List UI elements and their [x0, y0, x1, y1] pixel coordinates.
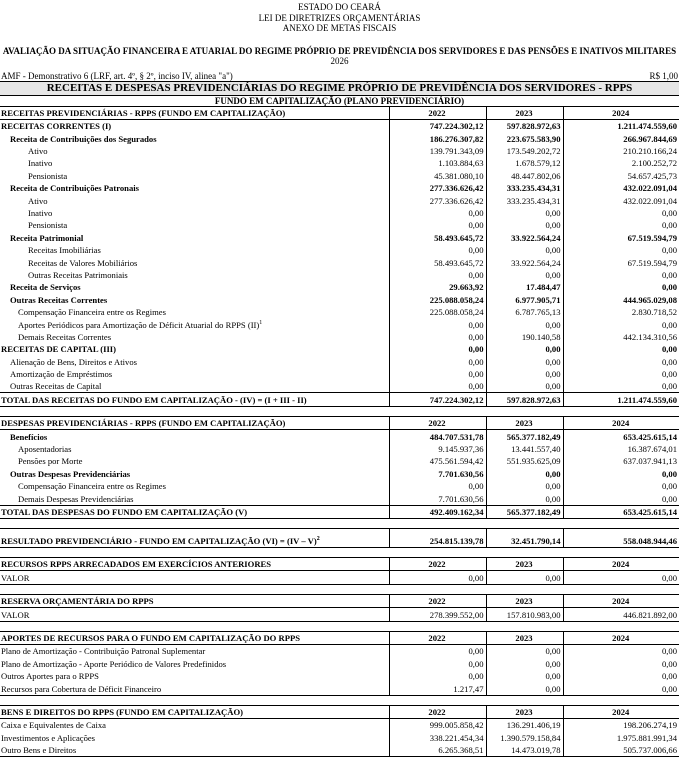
value-cell: 1.211.474.559,60 [563, 119, 679, 132]
row-label-text: Receitas Imobiliárias [28, 245, 101, 256]
row-label-text: Pensionista [28, 170, 68, 181]
value-cell: 0,00 [486, 269, 563, 281]
row-label-text: Receita de Serviços [10, 282, 81, 293]
value-cell: 0,00 [486, 571, 563, 584]
value-cell: 0,00 [486, 670, 563, 682]
table-row [0, 657, 679, 669]
spacer-row [0, 406, 679, 416]
value-cell: 0,00 [389, 318, 486, 330]
value-cell: 0,00 [563, 380, 679, 393]
table-row [0, 416, 679, 429]
value-cell: 0,00 [389, 219, 486, 231]
value-cell: 2024 [563, 594, 679, 607]
value-cell: 0,00 [563, 670, 679, 682]
value-cell: 2022 [389, 631, 486, 644]
value-cell: 0,00 [563, 480, 679, 492]
row-label [0, 157, 389, 169]
table-row [0, 744, 679, 757]
value-cell: 0,00 [389, 207, 486, 219]
value-cell: 558.048.944,46 [563, 529, 679, 548]
value-cell: 2024 [563, 705, 679, 718]
row-label [0, 731, 389, 743]
table-row [0, 132, 679, 144]
value-cell: 1.217,47 [389, 682, 486, 695]
table-row [0, 343, 679, 355]
row-label [0, 231, 389, 243]
value-cell: 186.276.307,82 [389, 132, 486, 144]
row-label-text: RESERVA ORÇAMENTÁRIA DO RPPS [1, 596, 154, 607]
row-label-text: BENS E DIREITOS DO RPPS (FUNDO EM CAPITALIZAÇÃO) [1, 706, 244, 717]
value-cell: 0,00 [563, 244, 679, 256]
value-cell: 0,00 [563, 219, 679, 231]
table-row [0, 631, 679, 644]
row-label [0, 207, 389, 219]
row-label [0, 594, 389, 607]
value-cell: 0,00 [486, 380, 563, 393]
value-cell: 6.787.765,13 [486, 306, 563, 318]
row-label [0, 744, 389, 757]
row-label-text: Receita de Contribuições dos Segurados [10, 133, 157, 144]
value-cell: 0,00 [389, 480, 486, 492]
table-row [0, 119, 679, 132]
value-cell: 13.441.557,40 [486, 443, 563, 455]
value-cell: 190.140,58 [486, 331, 563, 343]
value-cell: 2024 [563, 631, 679, 644]
row-label [0, 571, 389, 584]
spacer-row [0, 519, 679, 529]
value-cell: 0,00 [563, 343, 679, 355]
value-cell: 0,00 [563, 467, 679, 479]
value-cell: 33.922.564,24 [486, 256, 563, 268]
value-cell: 45.381.080,10 [389, 169, 486, 181]
row-label [0, 443, 389, 455]
value-cell: 1.211.474.559,60 [563, 393, 679, 406]
value-cell: 597.828.972,63 [486, 393, 563, 406]
value-cell: 2024 [563, 558, 679, 571]
value-cell: 0,00 [563, 368, 679, 380]
row-label-text: Recursos para Cobertura de Déficit Financeiro [1, 683, 162, 694]
value-cell: 505.737.006,66 [563, 744, 679, 757]
table-row [0, 608, 679, 621]
value-cell: 2022 [389, 416, 486, 429]
value-cell: 0,00 [389, 343, 486, 355]
value-cell: 29.663,92 [389, 281, 486, 293]
row-label [0, 256, 389, 268]
table-row [0, 368, 679, 380]
table-row [0, 731, 679, 743]
row-label-text: DESPESAS PREVIDENCIÁRIAS - RPPS (FUNDO EM CAPITALIZAÇÃO) [1, 418, 286, 429]
row-label [0, 331, 389, 343]
row-label-text: RECURSOS RPPS ARRECADADOS EM EXERCÍCIOS ANTERIORES [1, 559, 272, 570]
row-label [0, 705, 389, 718]
row-label [0, 657, 389, 669]
row-label-text: Inativo [28, 208, 53, 219]
footnote-marker: 2 [316, 536, 320, 543]
value-cell: 637.037.941,13 [563, 455, 679, 467]
row-label [0, 558, 389, 571]
value-cell: 2.100.252,72 [563, 157, 679, 169]
value-cell: 0,00 [389, 670, 486, 682]
row-label-text: Ativo [28, 195, 48, 206]
value-cell: 277.336.626,42 [389, 182, 486, 194]
value-cell: 0,00 [389, 244, 486, 256]
row-label [0, 219, 389, 231]
row-label [0, 194, 389, 206]
value-cell: 1.103.884,63 [389, 157, 486, 169]
value-cell: 7.701.630,56 [389, 492, 486, 505]
row-label [0, 682, 389, 695]
row-label [0, 293, 389, 305]
table-row [0, 106, 679, 119]
value-cell: 6.265.368,51 [389, 744, 486, 757]
table-row [0, 281, 679, 293]
value-cell: 67.519.594,79 [563, 231, 679, 243]
table-row [0, 670, 679, 682]
value-cell: 139.791.343,09 [389, 145, 486, 157]
spacer-row [0, 548, 679, 558]
value-cell: 0,00 [563, 318, 679, 330]
row-label-text: Caixa e Equivalentes de Caixa [1, 720, 106, 731]
value-cell: 223.675.583,90 [486, 132, 563, 144]
value-cell: 1.975.881.991,34 [563, 731, 679, 743]
value-cell: 0,00 [563, 281, 679, 293]
value-cell: 266.967.844,69 [563, 132, 679, 144]
value-cell: 0,00 [486, 318, 563, 330]
row-label-text: RECEITAS CORRENTES (I) [1, 121, 112, 132]
table-row [0, 455, 679, 467]
row-label-text: Outras Receitas Patrimoniais [28, 269, 128, 280]
row-label [0, 244, 389, 256]
table-row [0, 219, 679, 231]
row-label [0, 368, 389, 380]
row-label-text: Alienação de Bens, Direitos e Ativos [10, 356, 137, 367]
table-row [0, 306, 679, 318]
value-cell: 0,00 [486, 657, 563, 669]
table-row [0, 430, 679, 443]
value-cell: 747.224.302,12 [389, 119, 486, 132]
value-cell: 0,00 [563, 571, 679, 584]
row-label-text: Outro Bens e Direitos [1, 745, 77, 756]
value-cell: 0,00 [486, 343, 563, 355]
table-row [0, 194, 679, 206]
table-row [0, 594, 679, 607]
table-row [0, 492, 679, 505]
row-label-text: Outras Receitas de Capital [10, 381, 102, 392]
table-row [0, 244, 679, 256]
table-row [0, 145, 679, 157]
value-cell: 0,00 [389, 269, 486, 281]
table-row [0, 182, 679, 194]
value-cell: 565.377.182,49 [486, 430, 563, 443]
table-row [0, 256, 679, 268]
table-row [0, 505, 679, 518]
table-row [0, 467, 679, 479]
value-cell: 0,00 [563, 207, 679, 219]
row-label-text: VALOR [1, 572, 30, 583]
value-cell: 1.390.579.158,84 [486, 731, 563, 743]
report-year: 2026 [330, 55, 349, 66]
value-cell: 210.210.166,24 [563, 145, 679, 157]
table-row [0, 157, 679, 169]
value-cell: 225.088.058,24 [389, 293, 486, 305]
value-cell: 442.134.310,56 [563, 331, 679, 343]
value-cell: 0,00 [389, 368, 486, 380]
state-name: ESTADO DO CEARÁ [298, 2, 381, 12]
value-cell: 432.022.091,04 [563, 194, 679, 206]
value-cell: 17.484,47 [486, 281, 563, 293]
value-cell: 446.821.892,00 [563, 608, 679, 621]
value-cell: 484.707.531,78 [389, 430, 486, 443]
row-label [0, 132, 389, 144]
value-cell: 6.977.905,71 [486, 293, 563, 305]
row-label-text: Demais Receitas Correntes [18, 331, 112, 342]
section-band: RECEITAS E DESPESAS PREVIDENCIÁRIAS DO REGIME PRÓPRIO DE PREVIDÊNCIA DOS SERVIDORES - RPPS [0, 81, 679, 96]
value-cell: 278.399.552,00 [389, 608, 486, 621]
table-row [0, 318, 679, 330]
row-label-text: Receita de Contribuições Patronais [10, 183, 139, 194]
row-label-text: Demais Despesas Previdenciárias [18, 493, 134, 504]
value-cell: 0,00 [486, 492, 563, 505]
value-cell: 9.145.937,36 [389, 443, 486, 455]
table-row [0, 269, 679, 281]
row-label [0, 631, 389, 644]
row-label-text: Ativo [28, 146, 48, 157]
value-cell: 0,00 [389, 355, 486, 367]
row-label [0, 467, 389, 479]
value-cell: 2023 [486, 594, 563, 607]
table-row [0, 480, 679, 492]
row-label-text: Aposentadorias [18, 444, 72, 455]
value-cell: 2023 [486, 416, 563, 429]
value-cell: 333.235.434,31 [486, 194, 563, 206]
value-cell: 33.922.564,24 [486, 231, 563, 243]
spacer-row [0, 584, 679, 594]
value-cell: 0,00 [389, 380, 486, 393]
table-row [0, 169, 679, 181]
row-label [0, 492, 389, 505]
table-row [0, 380, 679, 393]
value-cell: 551.935.625,09 [486, 455, 563, 467]
value-cell: 0,00 [486, 644, 563, 657]
value-cell: 32.451.790,14 [486, 529, 563, 548]
value-cell: 0,00 [563, 269, 679, 281]
value-cell: 999.005.858,42 [389, 718, 486, 731]
row-label-text: RESULTADO PREVIDENCIÁRIO - FUNDO EM CAPITALIZAÇÃO (VI) = (IV – V) [1, 536, 317, 546]
value-cell: 492.409.162,34 [389, 505, 486, 518]
value-cell: 565.377.182,49 [486, 505, 563, 518]
table-row [0, 558, 679, 571]
value-cell: 475.561.594,42 [389, 455, 486, 467]
value-cell: 1.678.579,12 [486, 157, 563, 169]
value-cell: 7.701.630,56 [389, 467, 486, 479]
row-label-text: Inativo [28, 158, 53, 169]
value-cell: 2023 [486, 558, 563, 571]
row-label [0, 480, 389, 492]
demonstrativo-line [0, 71, 679, 81]
row-label [0, 306, 389, 318]
row-label [0, 355, 389, 367]
table-row [0, 443, 679, 455]
value-cell: 0,00 [486, 682, 563, 695]
row-label [0, 670, 389, 682]
row-label [0, 106, 389, 119]
table-row [0, 644, 679, 657]
value-cell: 2023 [486, 106, 563, 119]
row-label [0, 380, 389, 393]
table-row [0, 571, 679, 584]
row-label [0, 644, 389, 657]
value-cell: 0,00 [486, 480, 563, 492]
table-row [0, 355, 679, 367]
row-label [0, 455, 389, 467]
table-row [0, 231, 679, 243]
value-cell: 0,00 [389, 657, 486, 669]
value-cell: 54.657.425,73 [563, 169, 679, 181]
table-row [0, 529, 679, 548]
value-cell: 0,00 [389, 331, 486, 343]
value-cell: 0,00 [486, 467, 563, 479]
value-cell: 0,00 [486, 207, 563, 219]
value-cell: 225.088.058,24 [389, 306, 486, 318]
value-cell: 0,00 [389, 571, 486, 584]
value-cell: 2.830.718,52 [563, 306, 679, 318]
table-row [0, 331, 679, 343]
value-cell: 67.519.594,79 [563, 256, 679, 268]
value-cell: 254.815.139,78 [389, 529, 486, 548]
value-cell: 2023 [486, 705, 563, 718]
row-label-text: Aportes Periódicos para Amortização de Déficit Atuarial do RPPS (II) [18, 319, 260, 330]
value-cell: 432.022.091,04 [563, 182, 679, 194]
row-label [0, 505, 389, 518]
value-cell: 2022 [389, 558, 486, 571]
row-label-text: Plano de Amortização - Aporte Periódico de Valores Predefinidos [1, 658, 227, 669]
row-label-text: VALOR [1, 609, 30, 620]
row-label [0, 529, 389, 548]
value-cell: 173.549.202,72 [486, 145, 563, 157]
value-cell: 58.493.645,72 [389, 256, 486, 268]
value-cell: 0,00 [563, 657, 679, 669]
demonstrativo-label: AMF - Demonstrativo 6 (LRF, art. 4º, § 2º, inciso IV, alinea "a") [1, 70, 233, 81]
row-label-text: Benefícios [10, 431, 48, 442]
row-label-text: Amortização de Empréstimos [10, 369, 113, 380]
value-cell: 198.206.274,19 [563, 718, 679, 731]
value-cell: 747.224.302,12 [389, 393, 486, 406]
value-cell: 0,00 [486, 244, 563, 256]
row-label [0, 608, 389, 621]
row-label [0, 281, 389, 293]
value-cell: 2024 [563, 416, 679, 429]
row-label-text: Receita Patrimonial [10, 232, 84, 243]
value-cell: 0,00 [486, 368, 563, 380]
annex-name: ANEXO DE METAS FISCAIS [282, 23, 397, 33]
row-label [0, 718, 389, 731]
report-title: AVALIAÇÃO DA SITUAÇÃO FINANCEIRA E ATUARIAL DO REGIME PRÓPRIO DE PREVIDÊNCIA DOS SERVIDORES E DAS PENSÕES E INATIVOS MILITARES [2, 45, 677, 56]
value-cell: 16.387.674,01 [563, 443, 679, 455]
table-row [0, 293, 679, 305]
value-cell: 58.493.645,72 [389, 231, 486, 243]
row-label-text: RECEITAS DE CAPITAL (III) [1, 344, 117, 355]
value-cell: 136.291.406,19 [486, 718, 563, 731]
row-label [0, 169, 389, 181]
table-row [0, 718, 679, 731]
row-label-text: APORTES DE RECURSOS PARA O FUNDO EM CAPITALIZAÇÃO DO RPPS [1, 632, 300, 643]
row-label [0, 182, 389, 194]
row-label [0, 269, 389, 281]
spacer-row [0, 621, 679, 631]
row-label [0, 145, 389, 157]
value-cell: 338.221.454,34 [389, 731, 486, 743]
spacer-row [0, 695, 679, 705]
row-label-text: TOTAL DAS DESPESAS DO FUNDO EM CAPITALIZAÇÃO (V) [1, 507, 248, 517]
value-cell: 333.235.434,31 [486, 182, 563, 194]
value-cell: 0,00 [563, 644, 679, 657]
value-cell: 2022 [389, 594, 486, 607]
value-cell: 444.965.029,08 [563, 293, 679, 305]
value-cell: 14.473.019,78 [486, 744, 563, 757]
value-cell: 0,00 [563, 355, 679, 367]
table-row [0, 682, 679, 695]
row-label-text: Compensação Financeira entre os Regimes [18, 481, 166, 492]
value-cell: 597.828.972,63 [486, 119, 563, 132]
row-label [0, 119, 389, 132]
row-label [0, 343, 389, 355]
section-subband: FUNDO EM CAPITALIZAÇÃO (PLANO PREVIDENCIÁRIO) [214, 95, 465, 106]
value-cell: 0,00 [486, 355, 563, 367]
table-row [0, 705, 679, 718]
row-label [0, 430, 389, 443]
row-label-text: Investimentos e Aplicações [1, 732, 96, 743]
value-cell: 653.425.615,14 [563, 430, 679, 443]
row-label [0, 416, 389, 429]
row-label-text: Outros Aportes para o RPPS [1, 671, 99, 682]
row-label [0, 393, 389, 406]
table-row [0, 393, 679, 406]
value-cell: 0,00 [563, 492, 679, 505]
value-cell: 653.425.615,14 [563, 505, 679, 518]
row-label-text: Compensação Financeira entre os Regimes [18, 307, 166, 318]
row-label-text: RECEITAS PREVIDENCIÁRIAS - RPPS (FUNDO EM CAPITALIZAÇÃO) [1, 107, 286, 118]
row-label-text: Plano de Amortização - Contribuição Patronal Suplementar [1, 646, 206, 657]
value-cell: 0,00 [389, 644, 486, 657]
value-cell: 48.447.802,06 [486, 169, 563, 181]
value-cell: 0,00 [486, 219, 563, 231]
value-cell: 2024 [563, 106, 679, 119]
value-cell: 0,00 [563, 682, 679, 695]
row-label-text: TOTAL DAS RECEITAS DO FUNDO EM CAPITALIZAÇÃO - (IV) = (I + III - II) [1, 394, 307, 405]
row-label-text: Outras Despesas Previdenciárias [10, 468, 131, 479]
row-label-text: Pensionista [28, 220, 68, 231]
footnote-marker: 1 [259, 319, 263, 326]
value-cell: 2022 [389, 106, 486, 119]
table-row [0, 207, 679, 219]
rpps-table [0, 106, 679, 758]
value-cell: 277.336.626,42 [389, 194, 486, 206]
row-label [0, 318, 389, 330]
row-label-text: Pensões por Morte [18, 456, 83, 467]
value-cell: 2022 [389, 705, 486, 718]
value-cell: 2023 [486, 631, 563, 644]
law-name: LEI DE DIRETRIZES ORÇAMENTÁRIAS [258, 12, 421, 23]
row-label-text: Receitas de Valores Mobiliários [28, 257, 138, 268]
currency-unit: R$ 1,00 [649, 70, 678, 81]
row-label-text: Outras Receitas Correntes [10, 294, 108, 305]
value-cell: 157.810.983,00 [486, 608, 563, 621]
